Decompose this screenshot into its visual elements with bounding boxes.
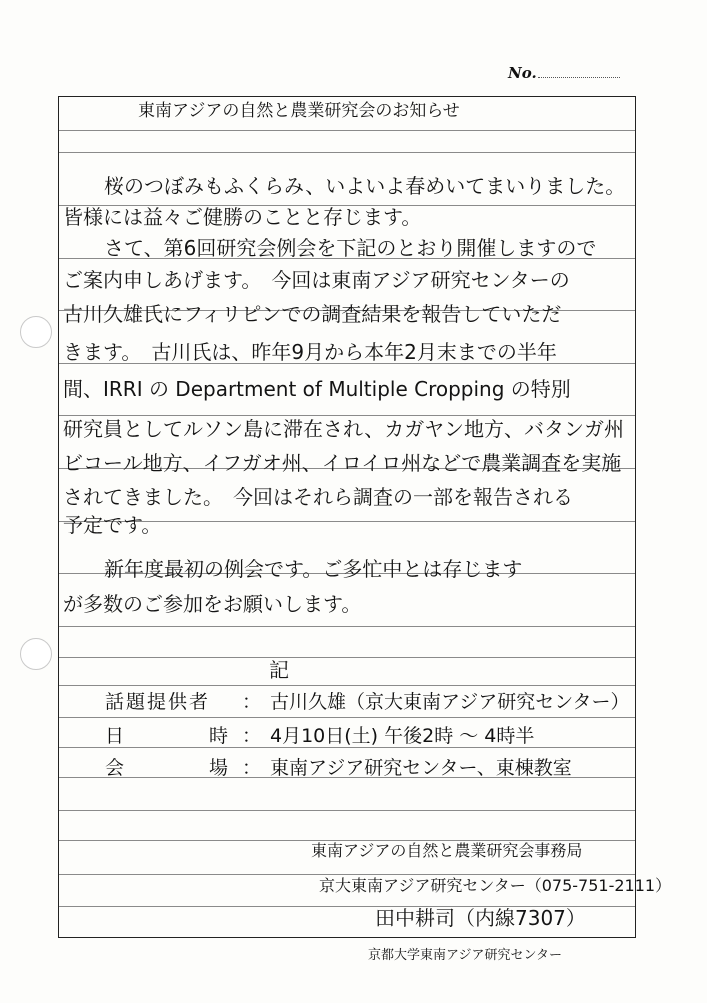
body-line: されてきました。 今回はそれら調査の一部を報告される [63,485,573,509]
venue-colon: ： [242,757,262,779]
body-line: ご案内申しあげます。 今回は東南アジア研究センターの [63,268,570,292]
venue-label-1: 会 [105,757,125,779]
ruled-line [59,810,635,811]
ruled-line [59,685,635,686]
body-line: 皆様には益々ご健勝のことと存じます。 [63,205,422,229]
datetime-label-2: 時 [209,725,229,747]
punch-hole-bottom [20,638,52,670]
datetime-label-1: 日 [105,725,125,747]
body-line: きます。 古川氏は、昨年9月から本年2月末までの半年 [63,340,557,364]
ruled-line [59,626,635,627]
body-line: 研究員としてルソン島に滞在され、カガヤン地方、バタンガ州 [63,417,624,441]
ruled-line [59,152,635,153]
number-label: No. [508,64,537,82]
center-phone: 京大東南アジア研究センター（075-751-2111） [319,876,672,895]
body-line: さて、第6回研究会例会を下記のとおり開催しますので [104,236,597,260]
ruled-line [59,415,635,416]
institution-footer: 京都大学東南アジア研究センター [368,948,562,963]
body-line: 予定です。 [63,513,162,537]
presenter-colon: ： [242,691,262,713]
office-name: 東南アジアの自然と農業研究会事務局 [311,841,583,860]
venue-value: 東南アジア研究センター、東棟教室 [270,757,572,779]
ruled-line [59,657,635,658]
ruled-line [59,130,635,131]
ruled-line [59,747,635,748]
body-line: 桜のつぼみもふくらみ、いよいよ春めいてまいりました。 [104,174,626,198]
venue-label-2: 場 [209,757,229,779]
datetime-colon: ： [242,725,262,747]
ki-heading: 記 [269,658,289,682]
body-line: ビコール地方、イフガオ州、イロイロ州などで農業調査を実施 [63,451,622,475]
notice-title: 東南アジアの自然と農業研究会のお知らせ [138,101,460,121]
body-line: 間、IRRI の Department of Multiple Cropping の特別 [63,377,571,401]
presenter-value: 古川久雄（京大東南アジア研究センター） [270,691,630,713]
punch-hole-top [20,316,52,348]
number-field-dotted-line [538,77,620,78]
body-line: 新年度最初の例会です。ご多忙中とは存じます [104,557,523,581]
datetime-value: 4月10日(土) 午後2時 〜 4時半 [270,725,535,747]
ruled-line [59,717,635,718]
ruled-writing-frame [58,96,672,938]
body-line: が多数のご参加をお願いします。 [63,592,362,616]
body-line: 古川久雄氏にフィリピンでの調査結果を報告していただ [63,302,562,326]
presenter-label: 話題提供者 [105,691,211,713]
ruled-line [59,874,635,875]
contact-person: 田中耕司（内線7307） [375,906,586,930]
